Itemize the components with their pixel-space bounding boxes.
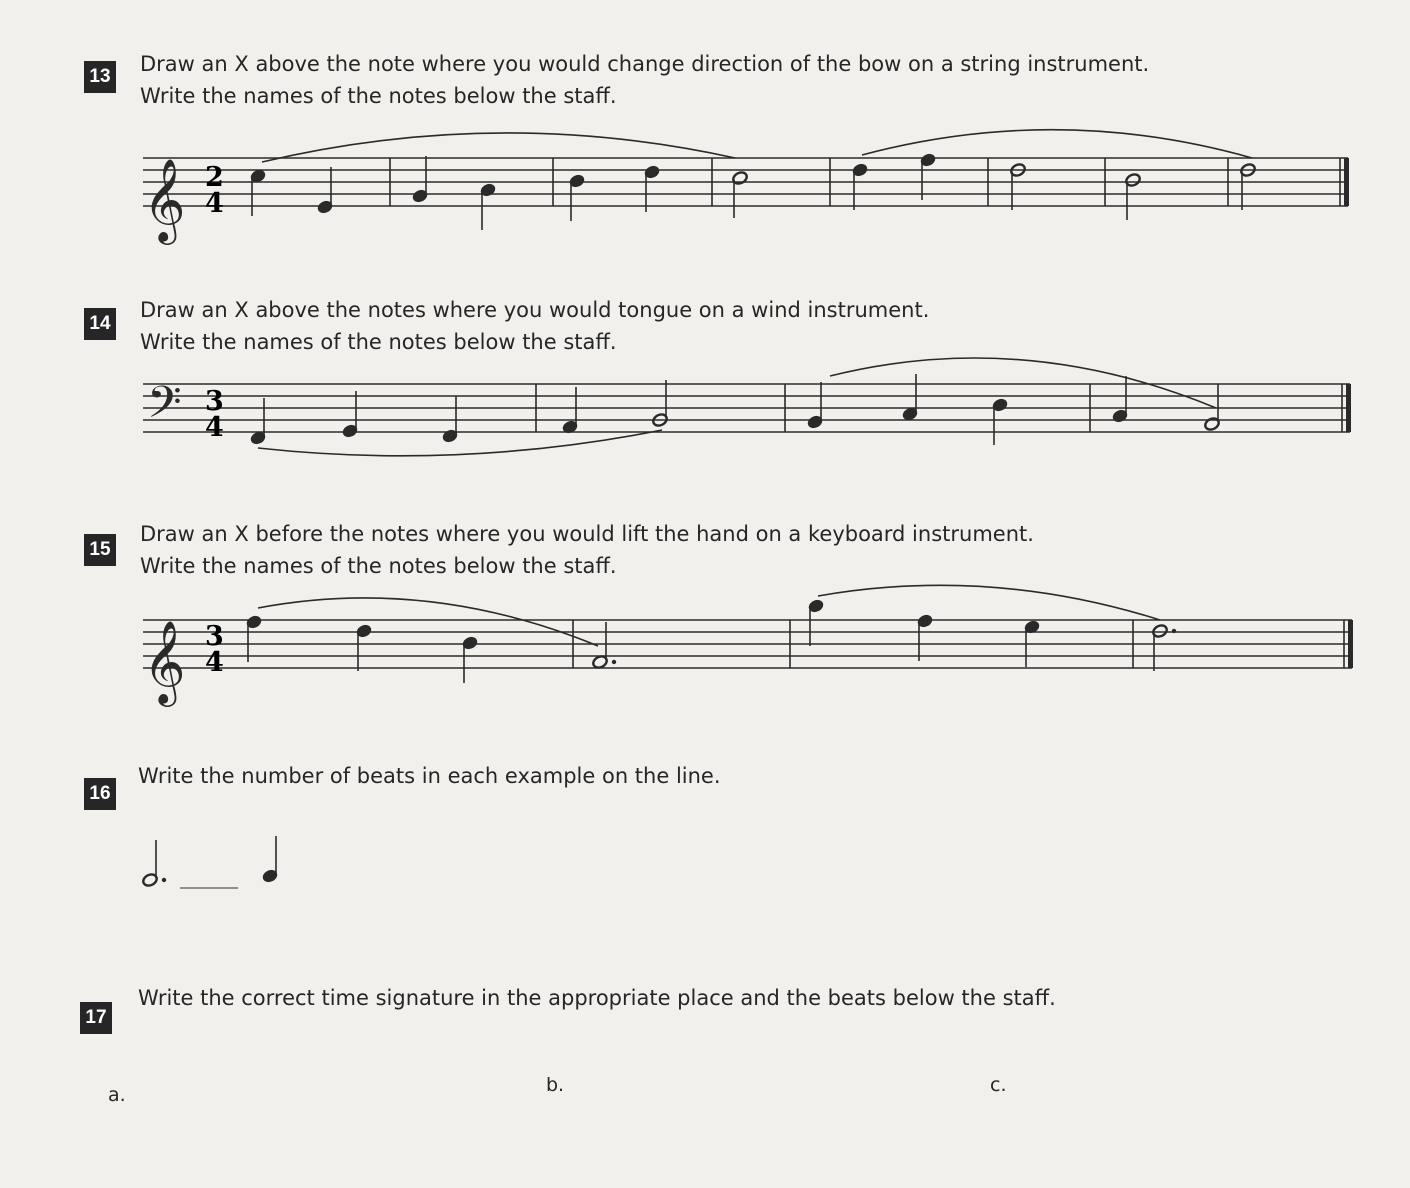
question-17c-label: c. [990,1074,1007,1096]
treble-clef-icon: 𝄞 [143,157,186,241]
note-q15-3-dot [612,660,616,664]
notation-layer [141,130,1353,888]
question-16-instruction: Write the number of beats in each example on the line. [138,764,721,788]
treble-clef-icon: 𝄞 [143,619,186,703]
slur-q14-1 [258,430,662,456]
time-signature-top-14: 3 [205,386,224,417]
question-number-13: 13 [84,61,116,93]
time-signature-top-13: 2 [205,162,224,193]
slur-q15-2 [818,585,1160,620]
note-q15-7-dot [1172,629,1176,633]
time-signature-bottom-13: 4 [205,188,224,219]
note-q16-0-a-dot [162,878,166,882]
slur-q13-2 [862,130,1252,158]
question-number-17: 17 [80,1002,112,1034]
question-14-subinstruction: Write the names of the notes below the staff. [140,330,617,354]
question-17-instruction: Write the correct time signature in the appropriate place and the beats below the staff. [138,986,1056,1010]
question-13-instruction: Draw an X above the note where you would change direction of the bow on a string instrument. [140,52,1150,76]
question-14-instruction: Draw an X above the notes where you would tongue on a wind instrument. [140,298,930,322]
time-signature-bottom-14: 4 [205,412,224,443]
question-15-subinstruction: Write the names of the notes below the staff. [140,554,617,578]
question-15-instruction: Draw an X before the notes where you would lift the hand on a keyboard instrument. [140,522,1034,546]
time-signature-bottom-15: 4 [205,647,224,678]
final-barline-thick [1346,384,1351,432]
final-barline-thick [1348,620,1353,668]
question-13-subinstruction: Write the names of the notes below the staff. [140,84,617,108]
question-number-14: 14 [84,308,116,340]
question-17a-label: a. [108,1084,126,1106]
question-17b-label: b. [546,1074,565,1096]
slur-q14-2 [830,358,1216,408]
question-number-15: 15 [84,534,116,566]
slur-q15-1 [258,598,598,646]
question-number-16: 16 [84,778,116,810]
time-signature-top-15: 3 [205,621,224,652]
bass-clef-icon: 𝄢 [147,376,182,439]
final-barline-thick [1344,158,1349,206]
